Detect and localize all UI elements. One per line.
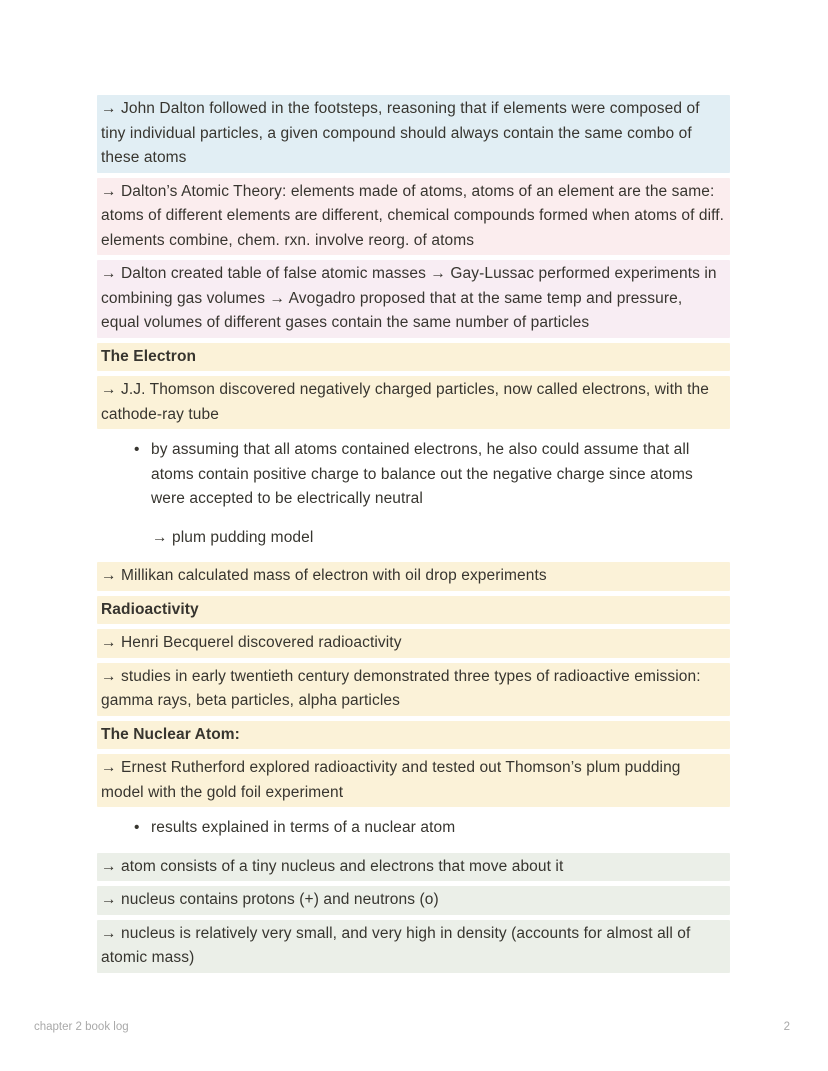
note-block: → Dalton created table of false atomic masses → Gay-Lussac performed experiments in combining gas volumes → Avogadro proposed that at the same temp and pressure, equal volumes of different gases contain the same number of particles — [97, 260, 730, 338]
note-block: → nucleus is relatively very small, and very high in density (accounts for almost all of atomic mass) — [97, 920, 730, 973]
footer-page-number: 2 — [783, 1021, 790, 1033]
note-block: → Millikan calculated mass of electron with oil drop experiments — [97, 562, 730, 591]
note-block: → atom consists of a tiny nucleus and electrons that move about it — [97, 853, 730, 882]
note-block: → Henri Becquerel discovered radioactivity — [97, 629, 730, 658]
bullet-text: results explained in terms of a nuclear atom — [151, 819, 456, 836]
indent-arrow-line: → plum pudding model — [152, 528, 314, 546]
bullet-list-item — [97, 814, 730, 843]
note-block: → Dalton’s Atomic Theory: elements made of atoms, atoms of an element are the same: atoms of different elements are different, chemical compounds formed when atoms of diff. elements combine, chem. rxn. involve reorg. of atoms — [97, 178, 730, 256]
bullet-list-item — [97, 436, 730, 514]
bullet-icon: • — [134, 819, 140, 836]
footer-doc-title: chapter 2 book log — [34, 1021, 129, 1033]
section-heading: The Nuclear Atom: — [97, 721, 730, 750]
note-block: → J.J. Thomson discovered negatively charged particles, now called electrons, with the cathode-ray tube — [97, 376, 730, 429]
note-block: → studies in early twentieth century demonstrated three types of radioactive emission: gamma rays, beta particles, alpha particles — [97, 663, 730, 716]
notes-content — [97, 95, 730, 978]
note-block: → nucleus contains protons (+) and neutrons (o) — [97, 886, 730, 915]
section-heading: Radioactivity — [97, 596, 730, 625]
note-block: → Ernest Rutherford explored radioactivity and tested out Thomson’s plum pudding model with the gold foil experiment — [97, 754, 730, 807]
page-footer — [34, 1020, 790, 1034]
bullet-text: by assuming that all atoms contained electrons, he also could assume that all atoms contain positive charge to balance out the negative charge since atoms were accepted to be electrically neutral — [151, 441, 693, 507]
section-heading: The Electron — [97, 343, 730, 372]
bullet-icon: • — [134, 441, 140, 458]
note-block: → John Dalton followed in the footsteps, reasoning that if elements were composed of tiny individual particles, a given compound should always contain the same combo of these atoms — [97, 95, 730, 173]
